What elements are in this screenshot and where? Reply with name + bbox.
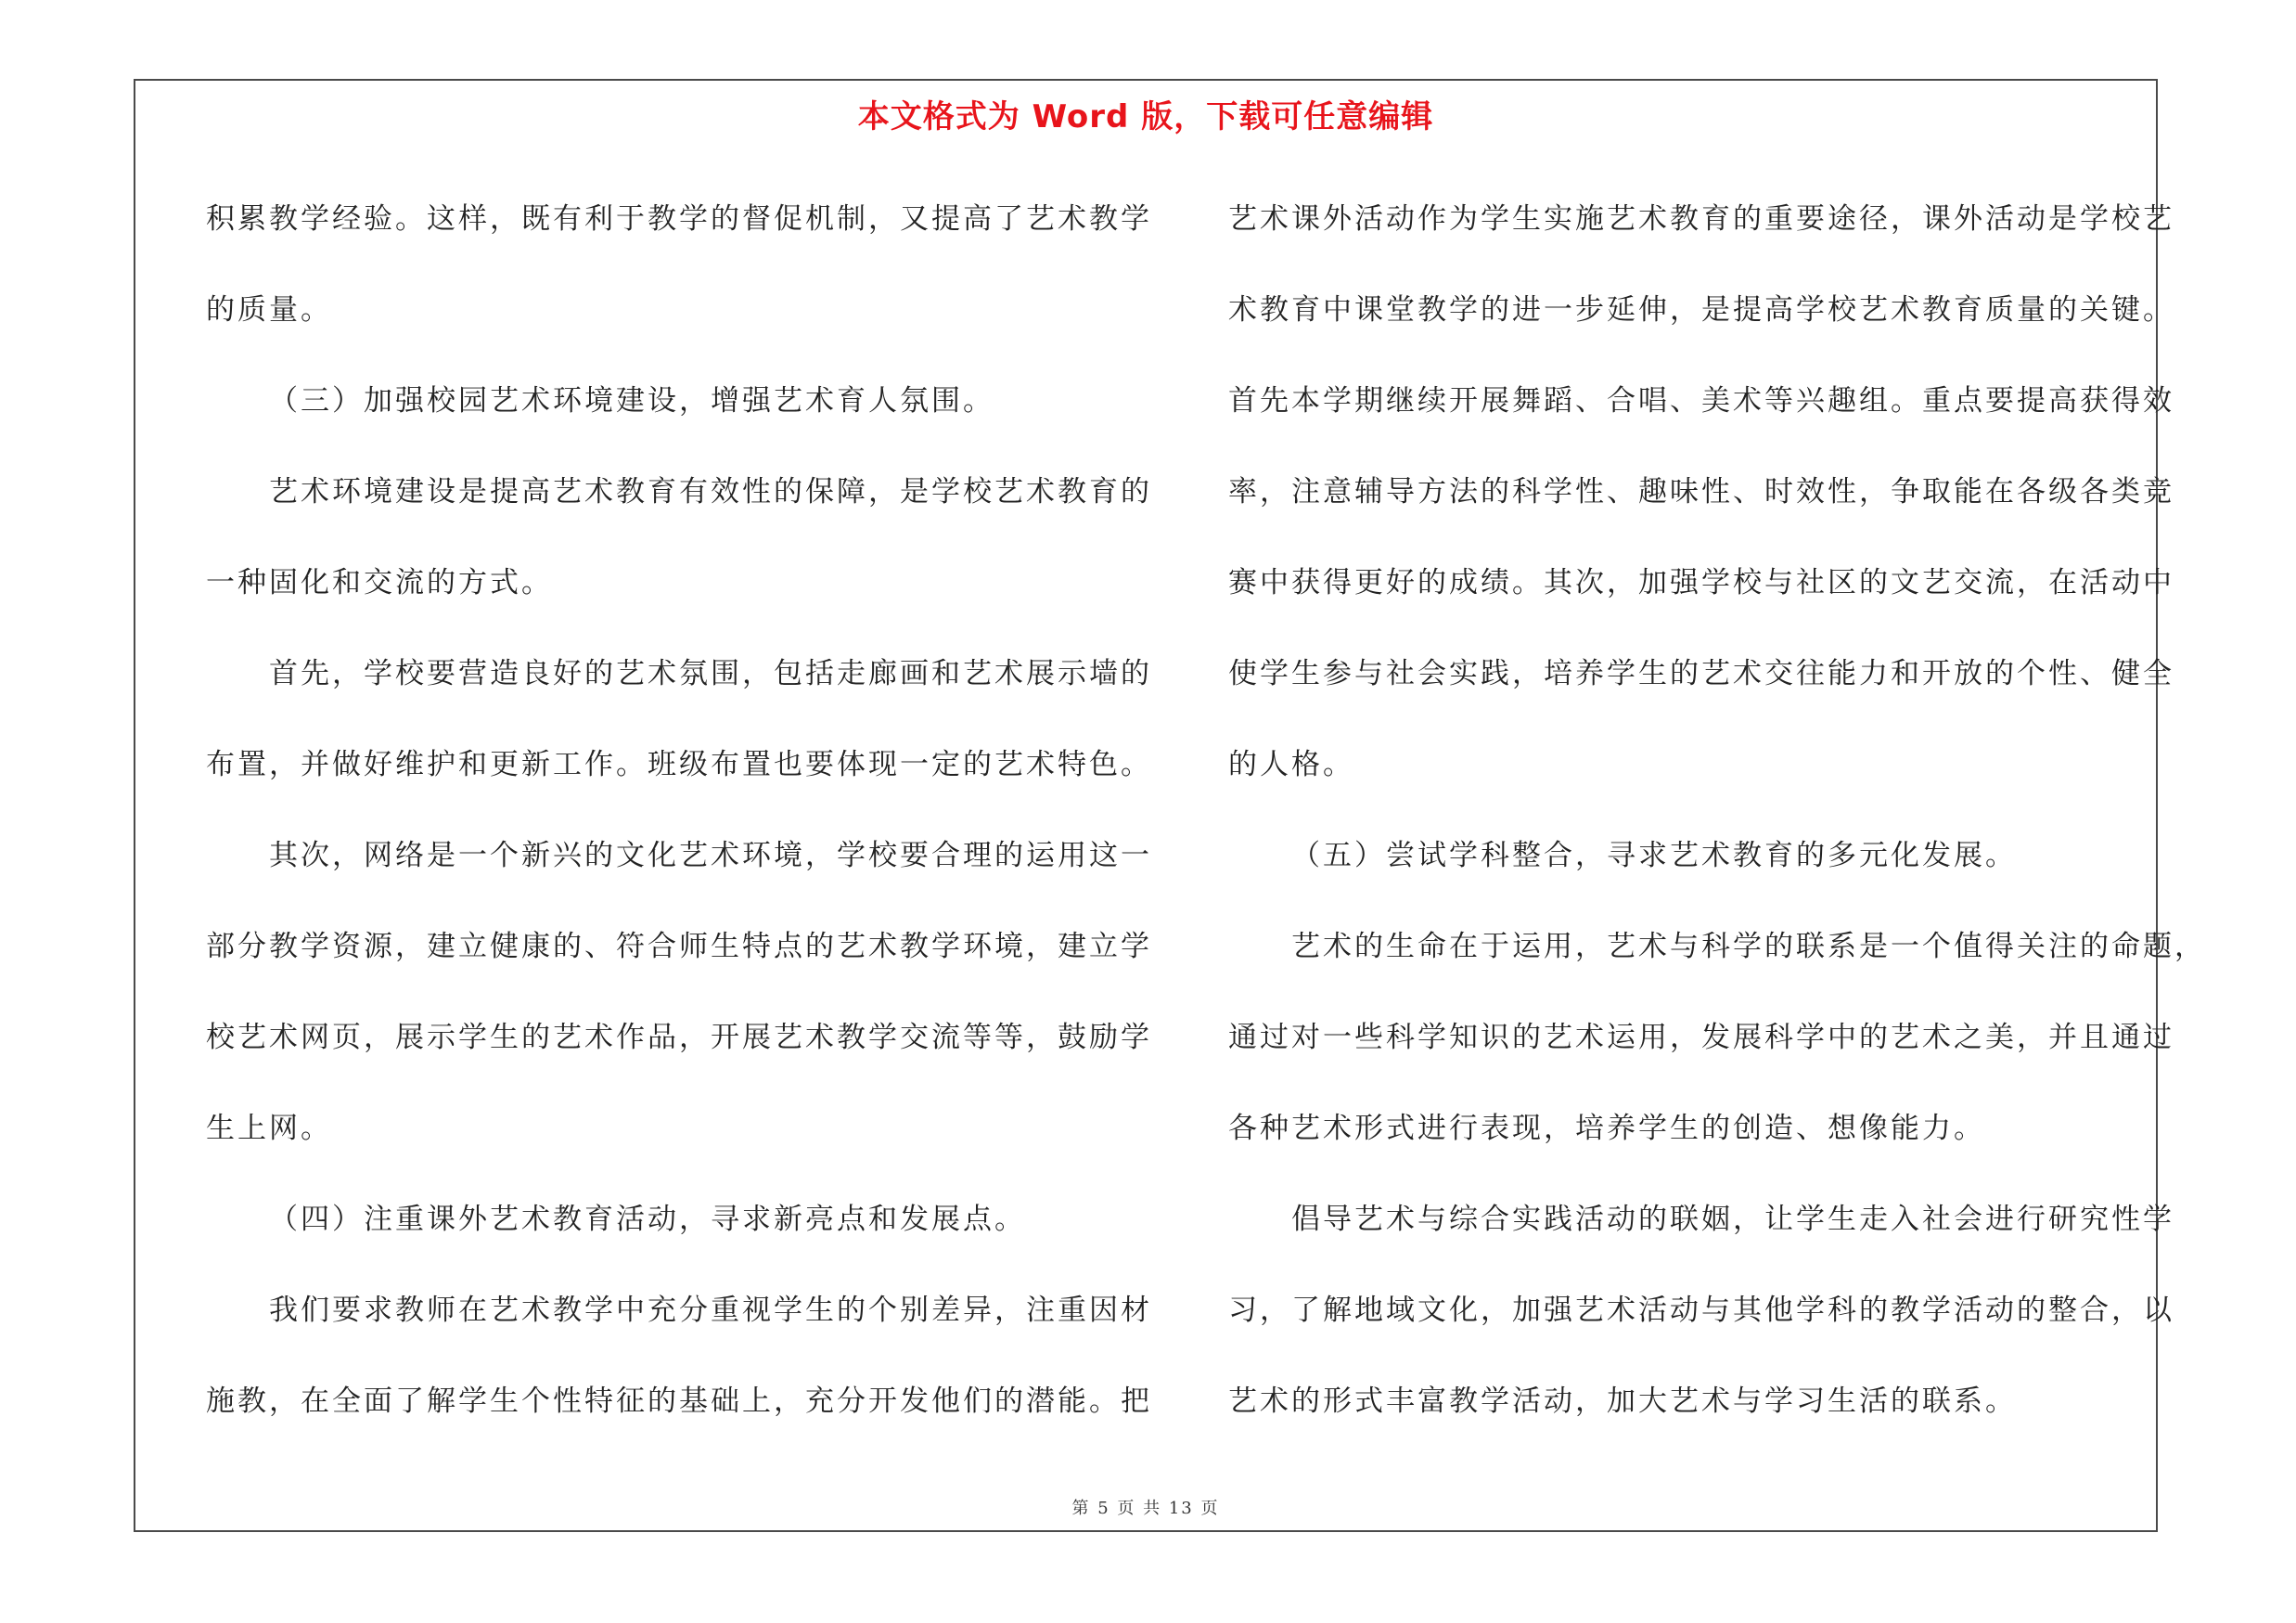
text-line: 生上网。: [206, 1112, 332, 1145]
text-line: 术教育中课堂教学的进一步延伸，是提高学校艺术教育质量的关键。: [1228, 293, 2174, 327]
text-line: 部分教学资源，建立健康的、符合师生特点的艺术教学环境，建立学: [206, 930, 1152, 963]
text-line: 施教，在全面了解学生个性特征的基础上，充分开发他们的潜能。把: [206, 1385, 1152, 1418]
word-format-banner: 本文格式为 Word 版，下载可任意编辑: [857, 98, 1434, 135]
text-line: 积累教学经验。这样，既有利于教学的督促机制，又提高了艺术教学: [206, 202, 1152, 236]
text-line: 使学生参与社会实践，培养学生的艺术交往能力和开放的个性、健全: [1228, 657, 2174, 690]
text-line: 习，了解地域文化，加强艺术活动与其他学科的教学活动的整合，以: [1228, 1294, 2174, 1327]
section-heading-5: （五）尝试学科整合，寻求艺术教育的多元化发展。: [1291, 839, 2017, 872]
text-line: 通过对一些科学知识的艺术运用，发展科学中的艺术之美，并且通过: [1228, 1021, 2174, 1054]
text-line: 首先，学校要营造良好的艺术氛围，包括走廊画和艺术展示墙的: [269, 657, 1152, 690]
right-column: [1228, 174, 2206, 1447]
left-column: [206, 174, 1152, 1447]
text-line: 我们要求教师在艺术教学中充分重视学生的个别差异，注重因材: [269, 1294, 1152, 1327]
text-line: 艺术的形式丰富教学活动，加大艺术与学习生活的联系。: [1228, 1385, 2017, 1418]
text-line: 布置，并做好维护和更新工作。班级布置也要体现一定的艺术特色。: [206, 748, 1152, 781]
text-line: 首先本学期继续开展舞蹈、合唱、美术等兴趣组。重点要提高获得效: [1228, 384, 2174, 418]
section-heading-3: （三）加强校园艺术环境建设，增强艺术育人氛围。: [269, 384, 994, 418]
text-line: 其次，网络是一个新兴的文化艺术环境，学校要合理的运用这一: [269, 839, 1152, 872]
text-line: 一种固化和交流的方式。: [206, 566, 553, 599]
text-line: 艺术的生命在于运用，艺术与科学的联系是一个值得关注的命题，: [1291, 930, 2206, 963]
text-line: 艺术环境建设是提高艺术教育有效性的保障，是学校艺术教育的: [269, 475, 1152, 509]
text-line: 的人格。: [1228, 748, 1354, 781]
text-line: 率，注意辅导方法的科学性、趣味性、时效性，争取能在各级各类竞: [1228, 475, 2174, 509]
page-number: 第 5 页 共 13 页: [1071, 1499, 1220, 1518]
text-line: 赛中获得更好的成绩。其次，加强学校与社区的文艺交流，在活动中: [1228, 566, 2174, 599]
text-line: 倡导艺术与综合实践活动的联姻，让学生走入社会进行研究性学: [1291, 1203, 2174, 1236]
text-line: 的质量。: [206, 293, 332, 327]
section-heading-4: （四）注重课外艺术教育活动，寻求新亮点和发展点。: [269, 1203, 1026, 1236]
text-line: 各种艺术形式进行表现，培养学生的创造、想像能力。: [1228, 1112, 1985, 1145]
page-frame: [134, 79, 2206, 1532]
text-line: 艺术课外活动作为学生实施艺术教育的重要途径，课外活动是学校艺: [1228, 202, 2174, 236]
text-line: 校艺术网页，展示学生的艺术作品，开展艺术教学交流等等，鼓励学: [206, 1021, 1152, 1054]
